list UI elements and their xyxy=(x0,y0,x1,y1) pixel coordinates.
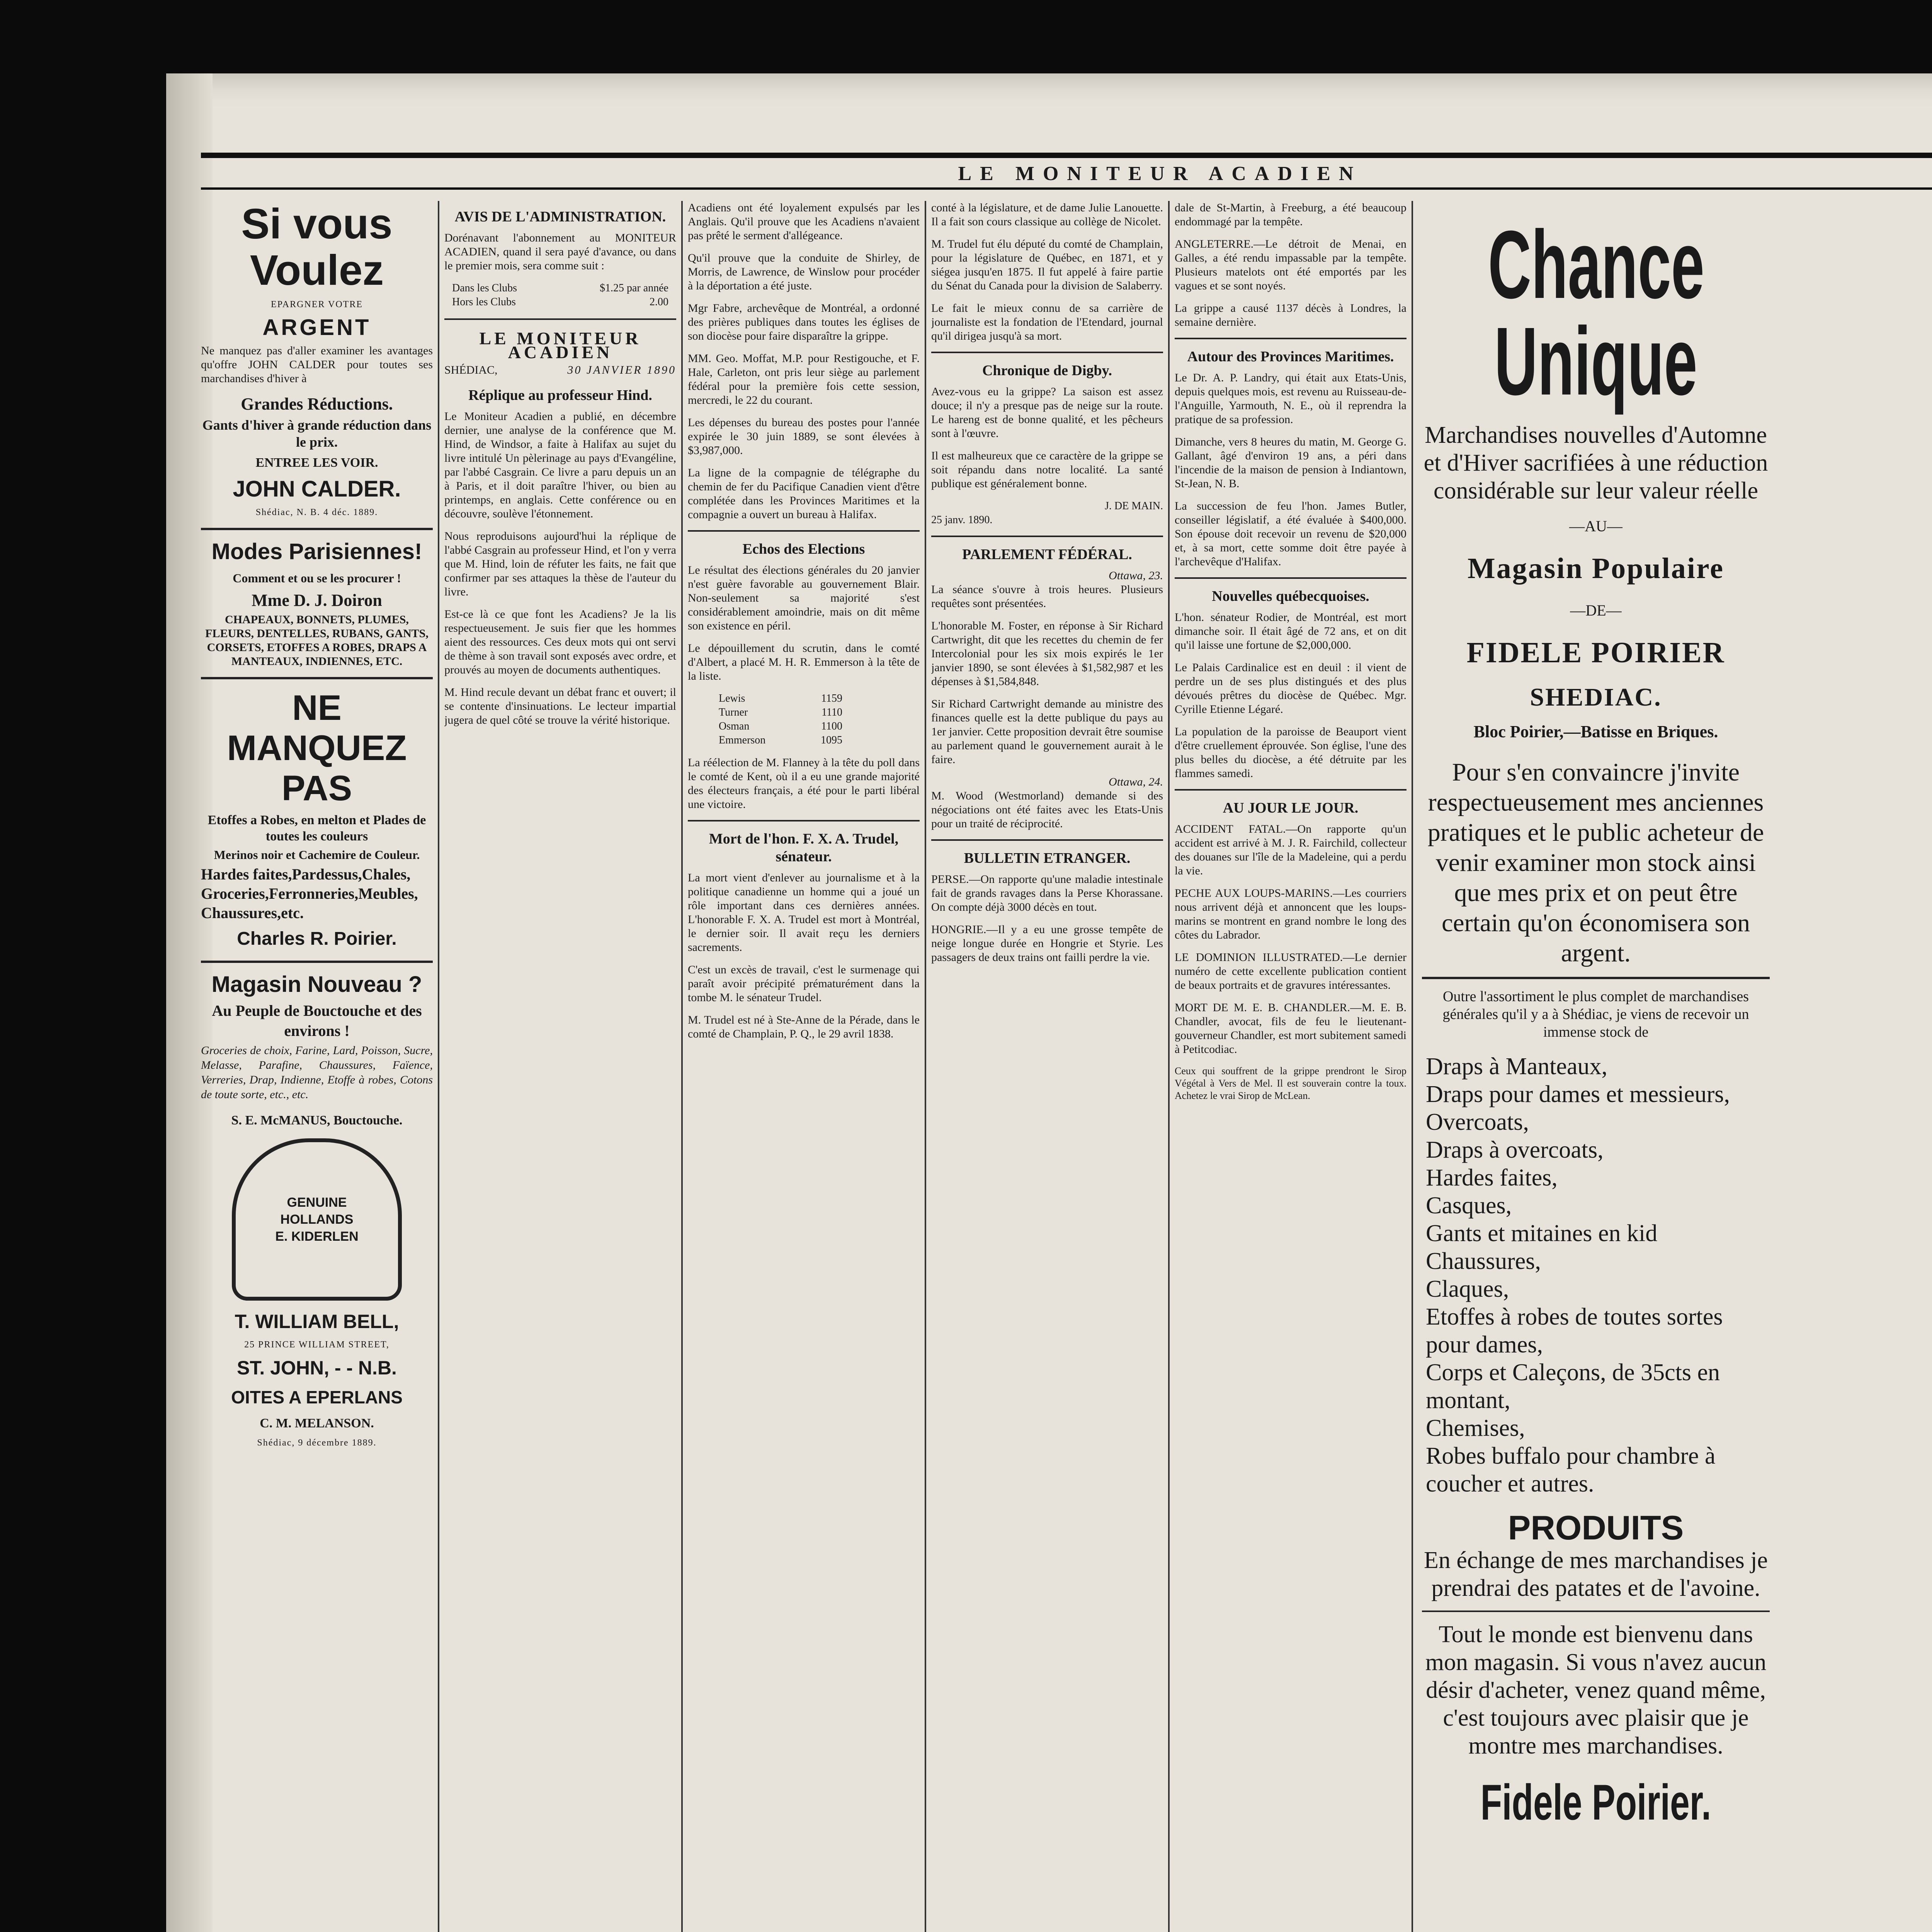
article-paragraph: Le Dr. A. P. Landry, qui était aux Etats-Unis, depuis quelques mois, est revenu au Ruisseau-de-l'Anguille, Yarmouth, N. E., où il reprendra la pratique de sa profession. xyxy=(1175,371,1406,426)
doiron-ad-question: Comment et ou se les procurer ! xyxy=(233,571,401,585)
parlement-title: PARLEMENT FÉDÉRAL. xyxy=(962,546,1132,563)
merchandise-item: Hardes faites, xyxy=(1426,1165,1558,1191)
chance-de: —DE— xyxy=(1570,602,1622,619)
chance-intro: Marchandises nouvelles d'Automne et d'Hiver sacrifiées à une réduction considérable sur leur valeur réelle xyxy=(1423,422,1768,504)
divider xyxy=(931,536,1163,537)
article-paragraph: Il est malheureux que ce caractère de la grippe se soit répandu dans notre localité. La santé publique est généralement bonne. xyxy=(931,449,1163,490)
calder-ad-place: Shédiac, N. B. 4 déc. 1889. xyxy=(255,507,378,517)
chance-bloc: Bloc Poirier,—Batisse en Briques. xyxy=(1473,722,1718,741)
article-paragraph: La séance s'ouvre à trois heures. Plusieurs requêtes sont présentées. xyxy=(931,583,1163,610)
column-4 xyxy=(931,201,1163,1932)
masthead: LE MONITEUR ACADIEN xyxy=(958,163,1362,185)
candidate-votes: 1100 xyxy=(821,720,842,732)
merchandise-item: Corps et Caleçons, de 35cts en montant, xyxy=(1426,1359,1720,1413)
article-paragraph: M. Trudel est né à Ste-Anne de la Pérade, dans le comté de Champlain, P. Q., le 29 avril 1838. xyxy=(688,1014,920,1040)
calder-ad-title: Si vous Voulez xyxy=(241,201,393,294)
dateline-place: SHÉDIAC, xyxy=(444,364,498,376)
poirier-ad-title: NE MANQUEZ PAS xyxy=(227,688,407,808)
calder-ad-entree: ENTREE LES VOIR. xyxy=(255,456,378,470)
column-5 xyxy=(1175,201,1406,1932)
candidate-name: Emmerson xyxy=(719,734,766,746)
divider xyxy=(688,530,920,532)
calder-ad-gants: Gants d'hiver à grande réduction dans le prix. xyxy=(202,417,432,450)
price-label: Hors les Clubs xyxy=(452,296,516,308)
chance-magasin: Magasin Populaire xyxy=(1468,552,1724,585)
article-paragraph: L'honorable M. Foster, en réponse à Sir Richard Cartwright, dit que les recettes du chemin de fer Intercolonial pour les six mois expirés le 1er janvier 1890, se sont élevées à $1,582,987 et les dépenses à $1,584,848. xyxy=(931,619,1163,688)
article-paragraph: Est-ce là ce que font les Acadiens? Je la lis respectueusement. Je suis fier que les hommes aient des ressources. Ces deux mots qui ont servi de thème à son travail sont exposés avec ordre, et prouvés au moyen de documents authentiques. xyxy=(444,608,676,676)
article-paragraph: dale de St-Martin, à Freeburg, a été beaucoup endommagé par la tempête. xyxy=(1175,201,1406,228)
quebec-title: Nouvelles québecquoises. xyxy=(1212,588,1369,604)
article-paragraph: LE DOMINION ILLUSTRATED.—Le dernier numéro de cette excellente publication contient de beaux portraits et de gravures intéressantes. xyxy=(1175,951,1406,992)
price-row-clubs xyxy=(444,281,676,295)
article-paragraph: Les dépenses du bureau des postes pour l'année expirée le 30 juin 1889, se sont élevées à $3,987,000. xyxy=(688,416,920,457)
article-paragraph: Sir Richard Cartwright demande au ministre des finances quelle est la dette publique du pays au 1er janvier. Cette proposition devrait être soumise au parlement quand le gouvernement aurait à le faire. xyxy=(931,697,1163,766)
column-3 xyxy=(688,201,920,1932)
bell-ad-name: T. WILLIAM BELL, xyxy=(235,1311,399,1332)
doiron-ad-name: Mme D. J. Doiron xyxy=(252,591,382,610)
chance-town: SHEDIAC. xyxy=(1530,683,1662,711)
jour-title: AU JOUR LE JOUR. xyxy=(1223,800,1359,816)
poirier-ad-merinos: Merinos noir et Cachemire de Couleur. xyxy=(214,848,420,862)
bell-ad-street: 25 PRINCE WILLIAM STREET, xyxy=(244,1340,389,1350)
calder-ad-argent: ARGENT xyxy=(262,315,371,340)
merchandise-item: Robes buffalo pour chambre à coucher et autres. xyxy=(1426,1443,1716,1497)
merchandise-item: Overcoats, xyxy=(1426,1109,1529,1135)
candidate-votes: 1110 xyxy=(821,706,842,718)
article-paragraph: La ligne de la compagnie de télégraphe du chemin de fer du Pacifique Canadien vient d'être complétée dans les Provinces Maritimes et la compagnie a ouvert un bureau à Halifax. xyxy=(688,466,920,521)
article-paragraph: Mgr Fabre, archevêque de Montréal, a ordonné des prières publiques dans toutes les églises de son diocèse pour faire disparaître la grippe. xyxy=(688,302,920,342)
heart-logo-line: HOLLANDS xyxy=(280,1212,354,1227)
vote-table xyxy=(711,692,850,747)
article-paragraph: Dimanche, vers 8 heures du matin, M. George G. Gallant, âgé d'environ 19 ans, a péri dans l'incendie de la maison de pension à Indiantown, St-Jean, N. B. xyxy=(1175,435,1406,490)
price-row-hors-clubs xyxy=(444,295,676,309)
bell-ad-product: OITES A EPERLANS xyxy=(231,1387,403,1407)
price-value: $1.25 par année xyxy=(599,282,668,294)
article-paragraph: M. Hind recule devant un débat franc et ouvert; il se contente d'insinuations. Le lecteur impartial jugera de quel côté se trouve la vérité historique. xyxy=(444,686,676,726)
welcome-text: Tout le monde est bienvenu dans mon magasin. Si vous n'avez aucun désir d'acheter, venez quand même, c'est toujours avec plaisir que je montre mes marchandises. xyxy=(1425,1621,1767,1759)
vote-row xyxy=(711,733,850,747)
article-paragraph: Ceux qui souffrent de la grippe prendront le Sirop Végétal à Vers de Mel. Il est souverain contre la toux. Achetez le vrai Sirop de McLean. xyxy=(1175,1065,1406,1101)
bulletin-title: BULLETIN ETRANGER. xyxy=(964,850,1131,866)
merchandise-item: Chemises, xyxy=(1426,1415,1525,1441)
article-paragraph: Nous reproduisons aujourd'hui la réplique de l'abbé Casgrain au professeur Hind, et l'on y verra que M. Hind, loin de réfuter les faits, ne fait que confirmer par ses attaques la thèse de l'auteur du livre. xyxy=(444,530,676,598)
merchandise-list xyxy=(1422,1053,1770,1498)
chance-au: —AU— xyxy=(1569,517,1622,535)
masthead-rule-top xyxy=(201,153,1932,158)
candidate-name: Osman xyxy=(719,720,750,732)
vote-row xyxy=(711,692,850,706)
editorial-dateline xyxy=(444,363,676,377)
candidate-name: Lewis xyxy=(719,692,745,704)
poirier-ad-etoffes: Etoffes a Robes, en melton et Plades de toutes les couleurs xyxy=(207,813,426,844)
editorial-paper-title: LE MONITEUR ACADIEN xyxy=(479,328,641,362)
chance-owner: FIDELE POIRIER xyxy=(1466,636,1725,669)
vote-row xyxy=(711,706,850,719)
divider xyxy=(931,352,1163,353)
calder-ad-subtitle: EPARGNER VOTRE xyxy=(270,299,363,310)
article-paragraph: La mort vient d'enlever au journalisme et à la politique canadienne un homme qui a joué un rôle important dans ces dernières années. L'honorable F. X. A. Trudel est mort à Montréal, le dernier soir. Il avait reçu les derniers sacrements. xyxy=(688,871,920,954)
divider xyxy=(1175,789,1406,791)
vote-row xyxy=(711,719,850,733)
merchandise-item: Chaussures, xyxy=(1426,1248,1541,1274)
article-paragraph: M. Wood (Westmorland) demande si des négociations ont été faites avec les Etats-Unis pour un traité de réciprocité. xyxy=(931,789,1163,830)
article-paragraph: conté à la législature, et de dame Julie Lanouette. Il a fait son cours classique au collège de Nicolet. xyxy=(931,201,1163,228)
poirier-ad-list: Hardes faites,Pardessus,Chales, Groceries,Ferronneries,Meubles, Chaussures,etc. xyxy=(201,866,418,922)
divider xyxy=(1175,577,1406,579)
bell-ad-date: Shédiac, 9 décembre 1889. xyxy=(257,1438,377,1448)
candidate-name: Turner xyxy=(719,706,748,718)
kiderlen-heart-logo xyxy=(232,1138,402,1301)
chance-title-line: Chance xyxy=(1488,211,1704,318)
calder-ad-text: Ne manquez pas d'aller examiner les avantages qu'offre JOHN CALDER pour toutes ses marchandises d'hiver à xyxy=(201,344,433,385)
column-2 xyxy=(444,201,676,1932)
bell-ad-agent: C. M. MELANSON. xyxy=(260,1416,374,1430)
article-paragraph: PECHE AUX LOUPS-MARINS.—Les courriers nous arrivent déjà et annoncent que les loups-marins se montrent en grand nombre le long des côtes du Labrador. xyxy=(1175,887,1406,941)
heart-logo-line: GENUINE xyxy=(287,1195,347,1210)
column-rule xyxy=(681,201,683,1932)
divider xyxy=(444,318,676,320)
article-paragraph: C'est un excès de travail, c'est le surmenage qui paraît avoir précipité prématurément dans la tombe M. le sénateur Trudel. xyxy=(688,963,920,1004)
column-rule xyxy=(1168,201,1170,1932)
divider xyxy=(201,677,433,679)
produits-title: PRODUITS xyxy=(1508,1509,1684,1547)
mcmanus-ad-groceries: Groceries de choix, Farine, Lard, Poisson, Sucre, Melasse, Parafine, Chaussures, Faïence, Verreries, Drap, Indienne, Etoffe à robes, Cotons de toute sorte, etc., etc. xyxy=(201,1044,433,1101)
mcmanus-ad-subtitle: Au Peuple de Bouctouche et des environs ! xyxy=(212,1002,422,1039)
article-paragraph: Qu'il prouve que la conduite de Shirley, de Morris, de Lawrence, de Winslow pour procéder à la déportation a été juste. xyxy=(688,252,920,292)
calder-ad-reductions: Grandes Réductions. xyxy=(241,395,393,413)
merchandise-item: Draps à Manteaux, xyxy=(1426,1053,1607,1080)
merchandise-item: Claques, xyxy=(1426,1276,1509,1302)
column-advertisements-left xyxy=(201,201,433,1932)
divider xyxy=(201,528,433,530)
provinces-title: Autour des Provinces Maritimes. xyxy=(1187,349,1394,365)
avis-title: AVIS DE L'ADMINISTRATION. xyxy=(454,209,666,225)
article-paragraph: L'hon. sénateur Rodier, de Montréal, est mort dimanche soir. Il était âgé de 72 ans, et on dit qu'il laisse une fortune de $2,000,000. xyxy=(1175,611,1406,651)
mcmanus-ad-signature: S. E. McMANUS, Bouctouche. xyxy=(231,1113,403,1128)
column-rule xyxy=(438,201,439,1932)
chance-unique-title xyxy=(1488,211,1704,415)
column-advertisement-right xyxy=(1422,201,1770,1932)
article-paragraph: PERSE.—On rapporte qu'une maladie intestinale fait de grands ravages dans la Perse Khorassane. On compte déjà 3000 décès en tout. xyxy=(931,873,1163,913)
replique-title: Réplique au professeur Hind. xyxy=(468,387,652,403)
article-paragraph: Acadiens ont été loyalement expulsés par les Anglais. Qu'il prouve que les Acadiens n'avaient pas prêté le serment d'allégeance. xyxy=(688,201,920,242)
trudel-title: Mort de l'hon. F. X. A. Trudel, sénateur. xyxy=(709,831,899,865)
parlement-place: Ottawa, 24. xyxy=(1109,776,1163,788)
chance-title-line: Unique xyxy=(1494,307,1697,415)
digby-date: 25 janv. 1890. xyxy=(931,514,993,526)
calder-ad-signature: JOHN CALDER. xyxy=(233,476,401,502)
article-paragraph: Le Palais Cardinalice est en deuil : il vient de perdre un de ses plus distingués et des plus dévoués prêtres du diocèse de Québec. Mgr. Cyrille Etienne Légaré. xyxy=(1175,661,1406,716)
article-paragraph: La grippe a causé 1137 décès à Londres, la semaine dernière. xyxy=(1175,302,1406,328)
article-paragraph: Avez-vous eu la grippe? La saison est assez douce; il n'y a presque pas de neige sur la route. Le hareng est de bonne qualité, et les pêcheurs sont à l'œuvre. xyxy=(931,385,1163,440)
digby-title: Chronique de Digby. xyxy=(982,362,1112,379)
merchandise-item: Casques, xyxy=(1426,1192,1512,1219)
fidele-poirier-signature: Fidele Poirier. xyxy=(1480,1774,1711,1830)
doiron-ad-items: CHAPEAUX, BONNETS, PLUMES, FLEURS, DENTELLES, RUBANS, GANTS, CORSETS, ETOFFES A ROBES, DRAPS A MANTEAUX, INDIENNES, ETC. xyxy=(205,613,429,668)
divider xyxy=(1175,338,1406,339)
price-value: 2.00 xyxy=(650,296,668,308)
candidate-votes: 1095 xyxy=(821,734,842,746)
article-paragraph: HONGRIE.—Il y a eu une grosse tempête de neige longue durée en Hongrie et Styrie. Les passagers de deux trains ont failli perdre la vie. xyxy=(931,923,1163,964)
article-paragraph: Le fait le mieux connu de sa carrière de journaliste est la fondation de l'Etendard, journal qu'il dirigea jusqu'à sa mort. xyxy=(931,302,1163,342)
parlement-place: Ottawa, 23. xyxy=(1109,569,1163,582)
article-paragraph: Le dépouillement du scrutin, dans le comté d'Albert, a placé M. H. R. Emmerson à la tête de la liste. xyxy=(688,642,920,682)
divider xyxy=(931,839,1163,841)
masthead-rule-bottom xyxy=(201,187,1932,190)
poirier-ad-signature: Charles R. Poirier. xyxy=(237,929,397,949)
article-paragraph: Le Moniteur Acadien a publié, en décembre dernier, une analyse de la conférence que M. Hind, de Windsor, a faite à Halifax au sujet du livre intitulé Un pèlerinage au pays d'Evangéline, par l'abbé Casgrain. Ce livre a paru depuis un an à Paris, et il doit paraître l'hiver, ou bien au printemps, en anglais. Cette conférence ou en découvre, soulève l'étonnement. xyxy=(444,410,676,520)
dateline-date: 30 JANVIER 1890 xyxy=(567,364,676,376)
column-rule xyxy=(925,201,926,1932)
merchandise-item: Gants et mitaines en kid xyxy=(1426,1220,1658,1247)
heart-logo-line: E. KIDERLEN xyxy=(275,1229,359,1244)
merchandise-item: Draps à overcoats, xyxy=(1426,1137,1604,1163)
article-paragraph: La succession de feu l'hon. James Butler, conseiller législatif, a été évaluée à $400,000. Son épouse doit recevoir un revenu de $20,000 et, à sa mort, cette somme doit être payée à l'archevêque d'Halifax. xyxy=(1175,500,1406,568)
bell-ad-city: ST. JOHN, - - N.B. xyxy=(237,1357,397,1379)
merchandise-item: Etoffes à robes de toutes sortes pour dames, xyxy=(1426,1304,1723,1358)
doiron-ad-title: Modes Parisiennes! xyxy=(211,539,422,564)
divider xyxy=(1422,1611,1770,1612)
article-paragraph: La réélection de M. Flanney à la tête du poll dans le comté de Kent, où il a eu une grande majorité des électeurs français, a été pour le parti libéral une victoire. xyxy=(688,756,920,811)
chance-outre: Outre l'assortiment le plus complet de marchandises générales qu'il y a à Shédiac, je viens de recevoir un immense stock de xyxy=(1442,988,1749,1040)
article-paragraph: ACCIDENT FATAL.—On rapporte qu'un accident est arrivé à M. J. R. Fairchild, collecteur des douanes sur l'île de la Madeleine, qui a perdu la vie. xyxy=(1175,823,1406,877)
article-paragraph: ANGLETERRE.—Le détroit de Menai, en Galles, a été rendu impassable par la tempête. Plusieurs matelots ont été emportés par les vagues et se sont noyés. xyxy=(1175,238,1406,292)
article-paragraph: Le résultat des élections générales du 20 janvier n'est guère favorable au gouvernement Blair. Non-seulement sa majorité s'est considérablement amoindrie, mais on dit même son existence en péril. xyxy=(688,564,920,632)
divider xyxy=(688,820,920,821)
article-paragraph: MORT DE M. E. B. CHANDLER.—M. E. B. Chandler, avocat, fils de feu le lieutenant-gouverneur Chandler, est mort subitement samedi à Petitcodiac. xyxy=(1175,1001,1406,1056)
avis-text: Dorénavant l'abonnement au MONITEUR ACADIEN, quand il sera payé d'avance, ou dans le premier mois, sera comme suit : xyxy=(444,231,676,272)
divider xyxy=(201,961,433,963)
merchandise-item: Draps pour dames et messieurs, xyxy=(1426,1081,1730,1107)
chance-pitch: Pour s'en convaincre j'invite respectueusement mes anciennes pratiques et le public acheteur de venir examiner mon stock ainsi que mes prix et on peut être certain qu'on économisera son argent. xyxy=(1427,758,1764,967)
mcmanus-ad-title: Magasin Nouveau ? xyxy=(211,972,422,997)
echos-title: Echos des Elections xyxy=(742,541,865,557)
digby-signature: J. DE MAIN. xyxy=(1105,500,1163,512)
produits-text: En échange de mes marchandises je prendrai des patates et de l'avoine. xyxy=(1423,1547,1768,1601)
candidate-votes: 1159 xyxy=(821,692,842,704)
divider xyxy=(1422,977,1770,979)
article-paragraph: La population de la paroisse de Beauport vient d'être cruellement éprouvée. Son église, l'une des plus belles du diocèse, a été détruite par les flammes samedi. xyxy=(1175,725,1406,780)
price-label: Dans les Clubs xyxy=(452,282,517,294)
article-paragraph: MM. Geo. Moffat, M.P. pour Restigouche, et F. Hale, Carleton, ont pris leur siège au parlement fédéral pour la première fois cette session, mercredi, le 22 du courant. xyxy=(688,352,920,406)
column-rule xyxy=(1412,201,1413,1932)
article-paragraph: M. Trudel fut élu député du comté de Champlain, pour la législature de Québec, en 1871, et y siégea jusqu'en 1875. Il fut appelé à faire partie du Sénat du Canada pour la division de Salaberry. xyxy=(931,238,1163,292)
